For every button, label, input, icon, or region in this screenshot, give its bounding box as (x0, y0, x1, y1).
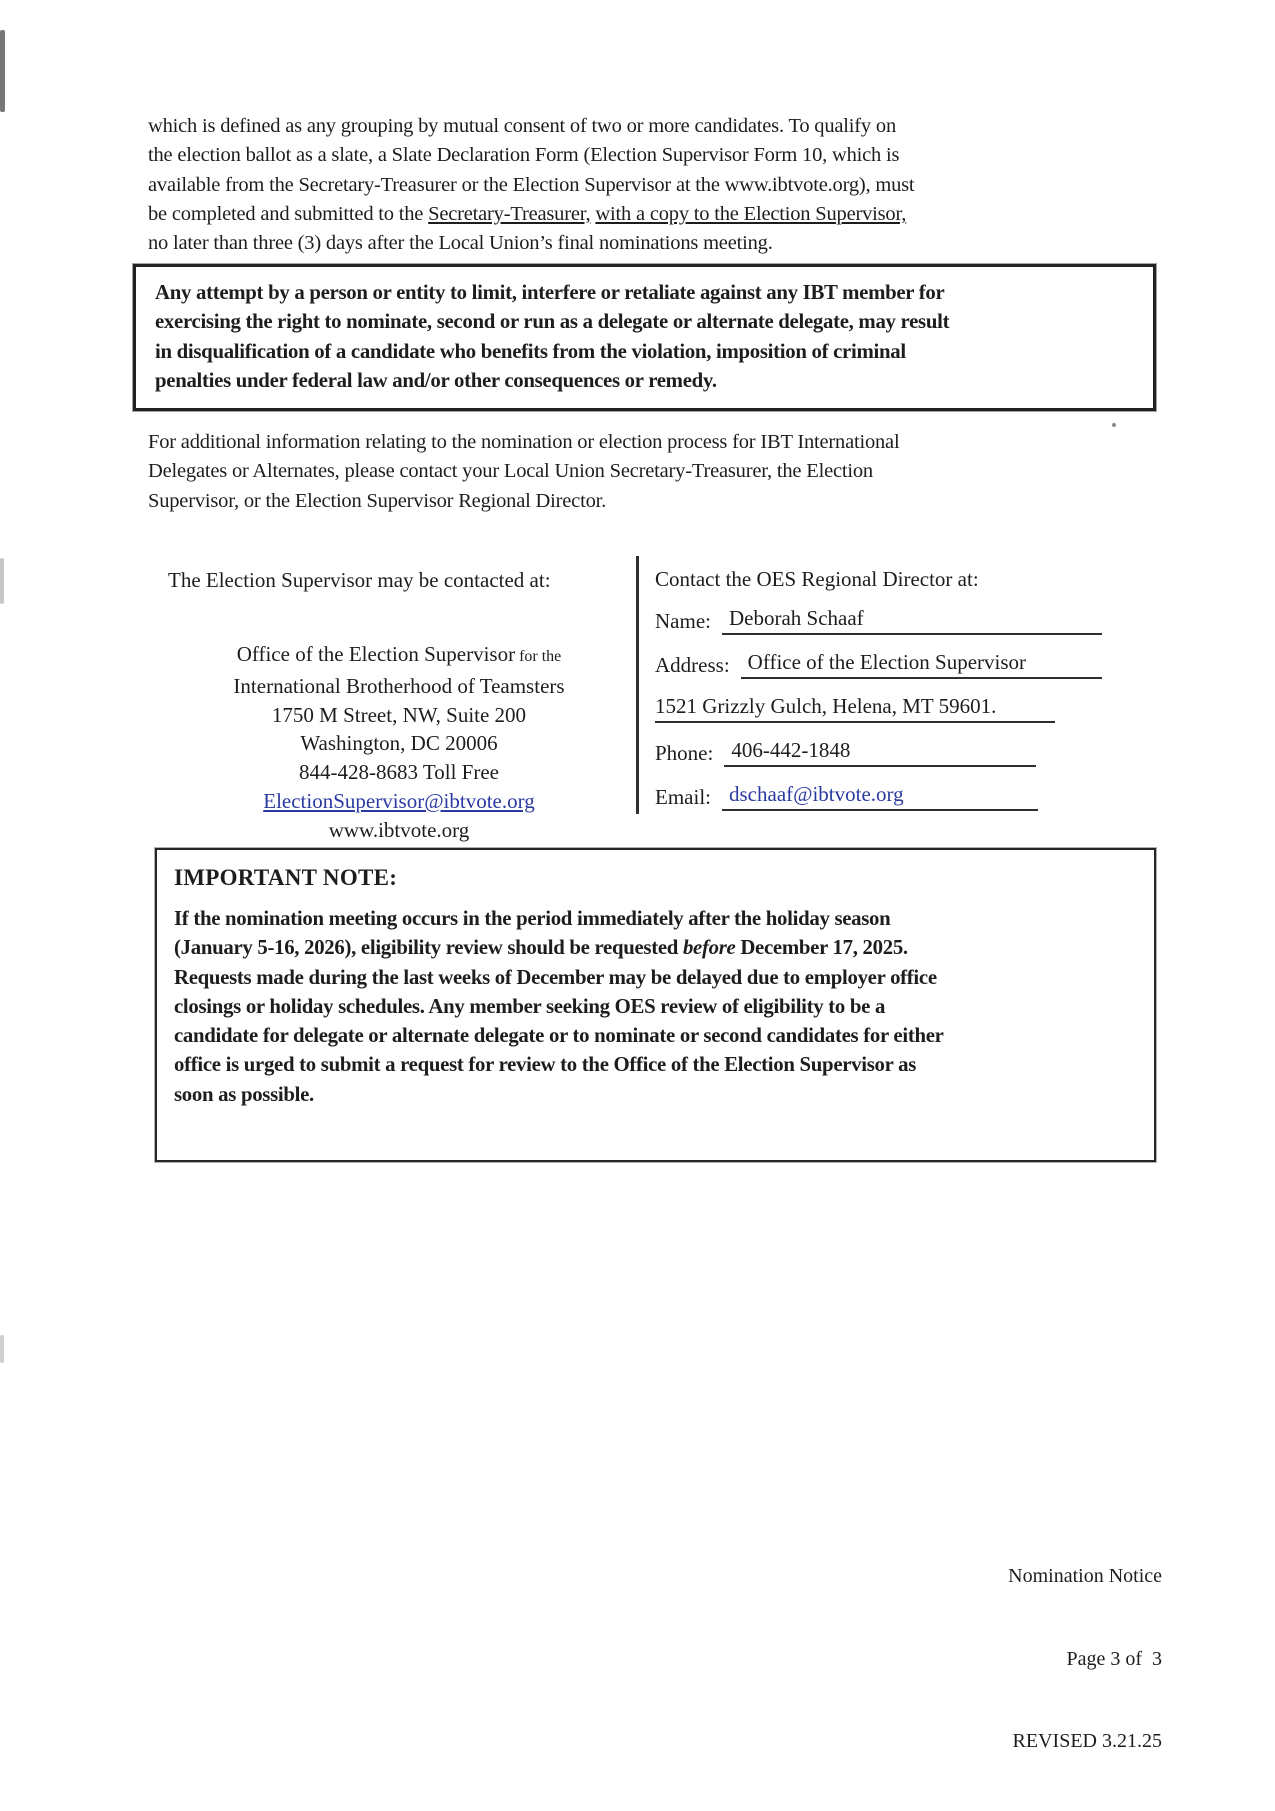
org-line: International Brotherhood of Teamsters (233, 673, 565, 698)
scan-artifact (0, 1335, 4, 1363)
address-line2-value: 1521 Grizzly Gulch, Helena, MT 59601. (655, 693, 1055, 723)
info-paragraph (148, 428, 1078, 516)
scan-artifact (0, 558, 4, 604)
election-supervisor-address-block (198, 640, 600, 845)
footer-page-number: Page 3 of 3 (1066, 1647, 1162, 1670)
paragraph-line: For additional information relating to the nomination or election process for IBT International (148, 431, 900, 453)
note-line: office is urged to submit a request for review to the Office of the Election Supervisor as (174, 1053, 916, 1077)
note-line: If the nomination meeting occurs in the period immediately after the holiday season (174, 907, 891, 930)
footer-revision: REVISED 3.21.25 (1012, 1730, 1162, 1752)
phone-label: Phone: (655, 741, 714, 765)
street-line: 1750 M Street, NW, Suite 200 (271, 702, 527, 727)
important-note-body (174, 904, 1138, 1109)
page-footer (760, 1508, 1162, 1811)
phone-value: 406-442-1848 (724, 737, 1036, 767)
paragraph-line (148, 171, 1078, 200)
name-value: Deborah Schaaf (722, 605, 1102, 635)
note-text: December 17, 2025. (735, 936, 908, 960)
address-label: Address: (655, 653, 730, 677)
important-note-title: IMPORTANT NOTE: (174, 865, 398, 890)
warning-box (133, 264, 1156, 411)
note-line: Requests made during the last weeks of December may be delayed due to employer office (174, 965, 937, 989)
email-field-row (655, 781, 1102, 811)
warning-line: in disqualification of a candidate who benefits from the violation, imposition of criminal (155, 339, 906, 363)
paragraph-line: Delegates or Alternates, please contact your Local Union Secretary-Treasurer, the Election (148, 460, 873, 483)
note-text: (January 5-16, 2026), eligibility review should be requested (174, 936, 683, 960)
office-name-suffix: for the (515, 648, 562, 665)
body-text: the election ballot as a slate, a Slate Declaration Form (Election Supervisor Form 10, which is (148, 144, 900, 167)
office-line (198, 640, 600, 672)
email-label: Email: (655, 785, 711, 809)
election-supervisor-contact-intro: The Election Supervisor may be contacted at: (168, 568, 551, 592)
note-line: closings or holiday schedules. Any member seeking OES review of eligibility to be a (174, 994, 886, 1018)
paragraph-line: Supervisor, or the Election Supervisor Regional Director. (148, 489, 607, 512)
note-line: candidate for delegate or alternate delegate or to nominate or second candidates for either (174, 1024, 944, 1048)
name-field-row (655, 605, 1102, 635)
paragraph-line (148, 200, 1078, 229)
note-emphasis: before (682, 936, 736, 960)
website-text: www.ibtvote.org (328, 817, 470, 842)
underlined-text: with a copy to the Election Supervisor, (595, 202, 907, 225)
phone-field-row (655, 737, 1102, 767)
body-text: available from the Secretary-Treasurer or the Election Supervisor at the www.ibtvote.org), must (148, 173, 915, 196)
name-label: Name: (655, 609, 711, 633)
warning-line: penalties under federal law and/or other consequences or remedy. (155, 368, 717, 392)
body-text: be completed and submitted to the (148, 202, 429, 225)
paragraph-line (148, 141, 1078, 170)
director-email-link[interactable]: dschaaf@ibtvote.org (729, 782, 904, 806)
city-line: Washington, DC 20006 (300, 731, 498, 756)
address-field-row (655, 649, 1102, 679)
warning-line: Any attempt by a person or entity to limit, interfere or retaliate against any IBT member for (155, 281, 945, 304)
paragraph-line (148, 229, 1078, 258)
note-line (174, 933, 1138, 962)
oes-regional-director-block (655, 566, 1102, 825)
regional-director-intro: Contact the OES Regional Director at: (655, 567, 979, 591)
address-line2-row (655, 693, 1102, 723)
scan-speck (1112, 423, 1116, 427)
body-text: no later than three (3) days after the Local Union’s final nominations meeting. (148, 232, 773, 255)
important-note-box (155, 848, 1156, 1162)
tollfree-line: 844-428-8683 Toll Free (299, 760, 499, 785)
scan-artifact (0, 30, 5, 112)
address-value: Office of the Election Supervisor (741, 649, 1102, 679)
supervisor-email-link[interactable]: ElectionSupervisor@ibtvote.org (263, 788, 535, 813)
column-divider (636, 556, 639, 814)
paragraph-line (148, 112, 1078, 141)
intro-paragraph (148, 112, 1078, 258)
warning-line: exercising the right to nominate, second or run as a delegate or alternate delegate, may result (155, 310, 950, 334)
office-name: Office of the Election Supervisor (236, 642, 516, 666)
note-line: soon as possible. (174, 1082, 314, 1106)
footer-doc-title: Nomination Notice (1008, 1565, 1162, 1587)
underlined-text: Secretary-Treasurer, (428, 202, 591, 225)
body-text: which is defined as any grouping by mutual consent of two or more candidates. To qualify on (148, 115, 896, 137)
